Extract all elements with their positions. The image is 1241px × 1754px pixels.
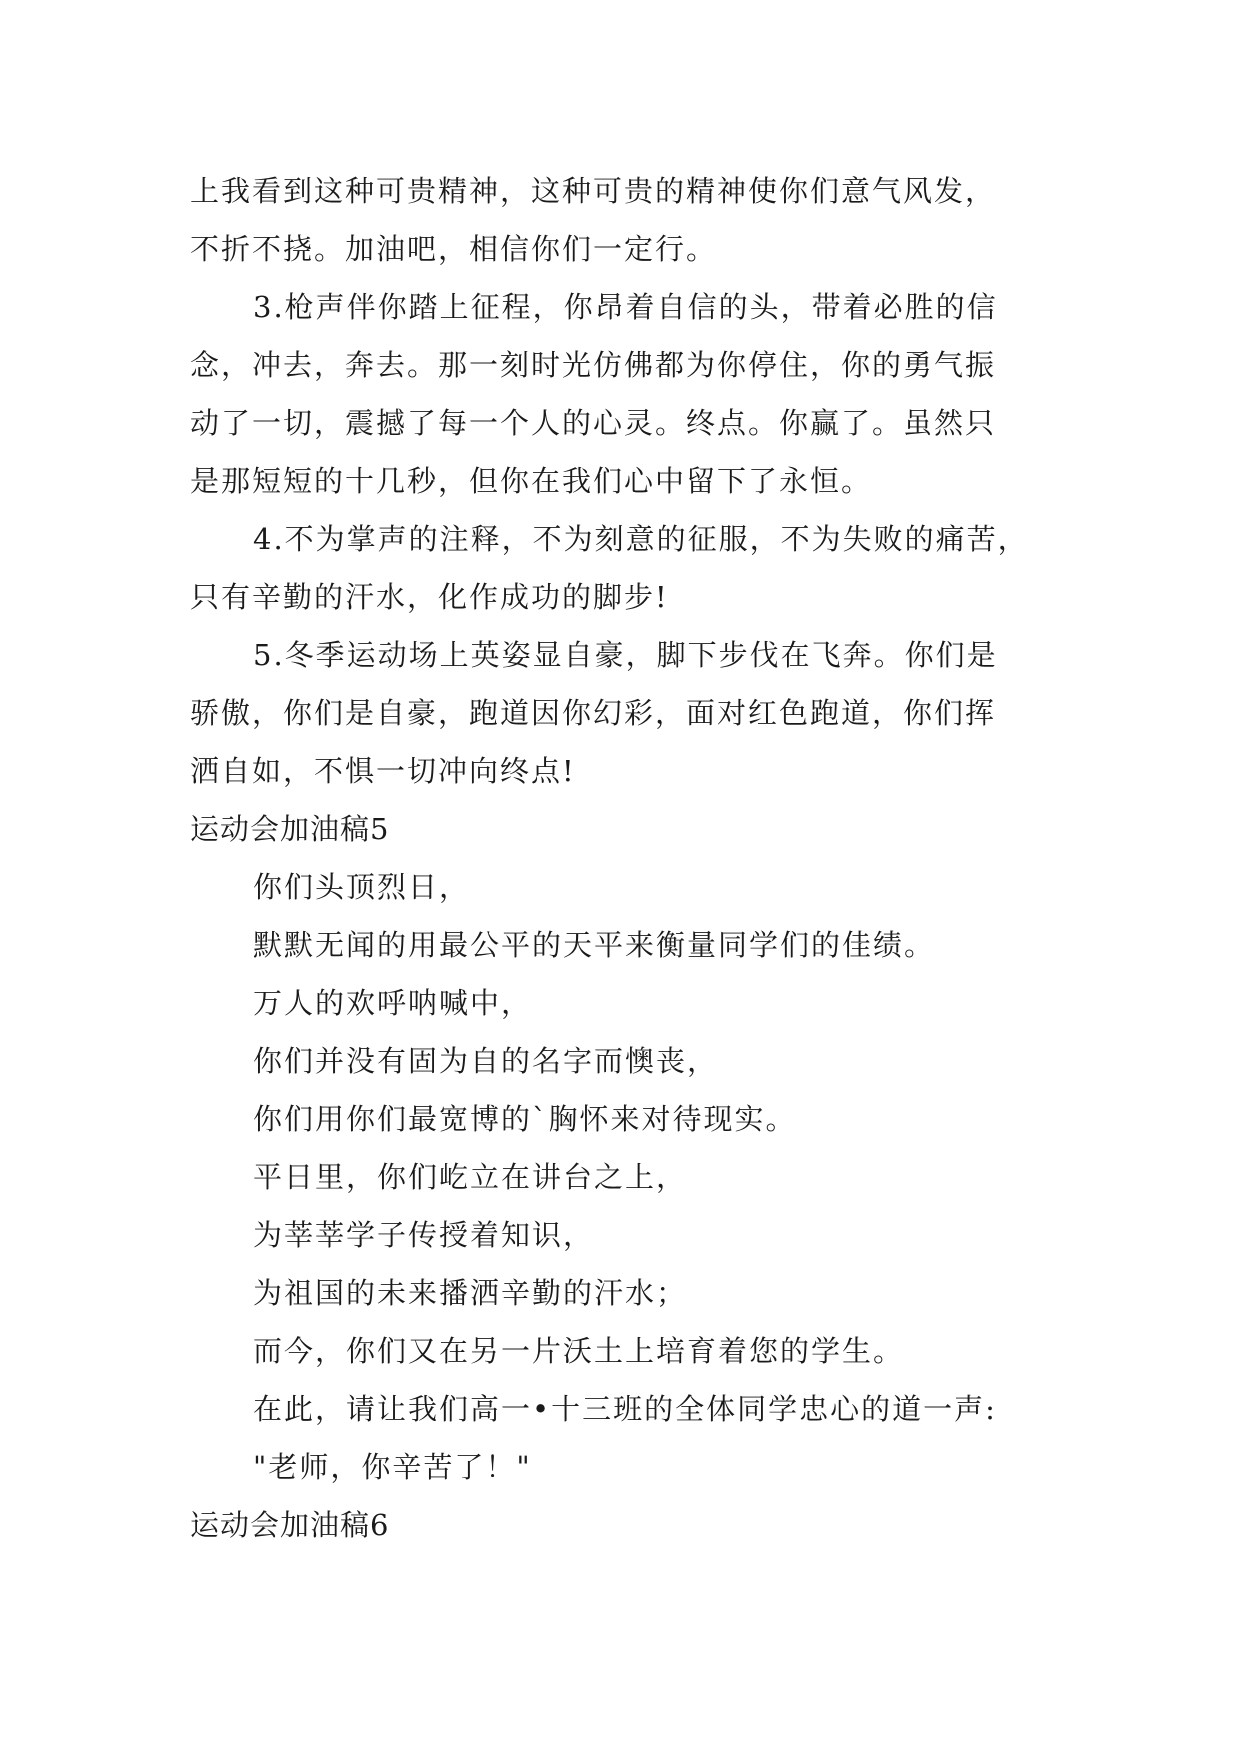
poem-line: 默默无闻的用最公平的天平来衡量同学们的佳绩。 xyxy=(253,928,936,962)
poem-line: 你们用你们最宽博的`胸怀来对待现实。 xyxy=(253,1102,797,1136)
poem-line: "老师，你辛苦了！" xyxy=(253,1450,532,1484)
section-heading-6: 运动会加油稿6 xyxy=(190,1508,390,1542)
section-heading-5: 运动会加油稿5 xyxy=(190,812,390,846)
paragraph-item-3: 3.枪声伴你踏上征程，你昂着自信的头，带着必胜的信 xyxy=(253,290,998,324)
paragraph-line: 洒自如，不惧一切冲向终点! xyxy=(190,754,576,788)
paragraph-item-5: 5.冬季运动场上英姿显自豪，脚下步伐在飞奔。你们是 xyxy=(253,638,998,672)
paragraph-line: 只有辛勤的汗水，化作成功的脚步! xyxy=(190,580,669,614)
poem-line: 而今，你们又在另一片沃土上培育着您的学生。 xyxy=(253,1334,905,1368)
paragraph-line: 骄傲，你们是自豪，跑道因你幻彩，面对红色跑道，你们挥 xyxy=(190,696,997,730)
poem-line: 为莘莘学子传授着知识， xyxy=(253,1218,595,1252)
poem-line: 万人的欢呼呐喊中， xyxy=(253,986,533,1020)
paragraph-item-4: 4.不为掌声的注释，不为刻意的征服，不为失败的痛苦， xyxy=(253,522,1029,556)
poem-line: 你们头顶烈日， xyxy=(253,870,471,904)
poem-line: 平日里，你们屹立在讲台之上， xyxy=(253,1160,688,1194)
poem-line: 你们并没有固为自的名字而懊丧， xyxy=(253,1044,719,1078)
paragraph-line: 念，冲去，奔去。那一刻时光仿佛都为你停住，你的勇气振 xyxy=(190,348,997,382)
paragraph-line: 不折不挠。加油吧，相信你们一定行。 xyxy=(190,232,718,266)
poem-line: 为祖国的未来播洒辛勤的汗水； xyxy=(253,1276,688,1310)
paragraph-line: 动了一切，震撼了每一个人的心灵。终点。你赢了。虽然只 xyxy=(190,406,997,440)
paragraph-line: 上我看到这种可贵精神，这种可贵的精神使你们意气风发， xyxy=(190,174,997,208)
document-body xyxy=(190,162,1060,1554)
paragraph-line: 是那短短的十几秒，但你在我们心中留下了永恒。 xyxy=(190,464,873,498)
poem-line: 在此，请让我们高一•十三班的全体同学忠心的道一声: xyxy=(253,1392,997,1426)
